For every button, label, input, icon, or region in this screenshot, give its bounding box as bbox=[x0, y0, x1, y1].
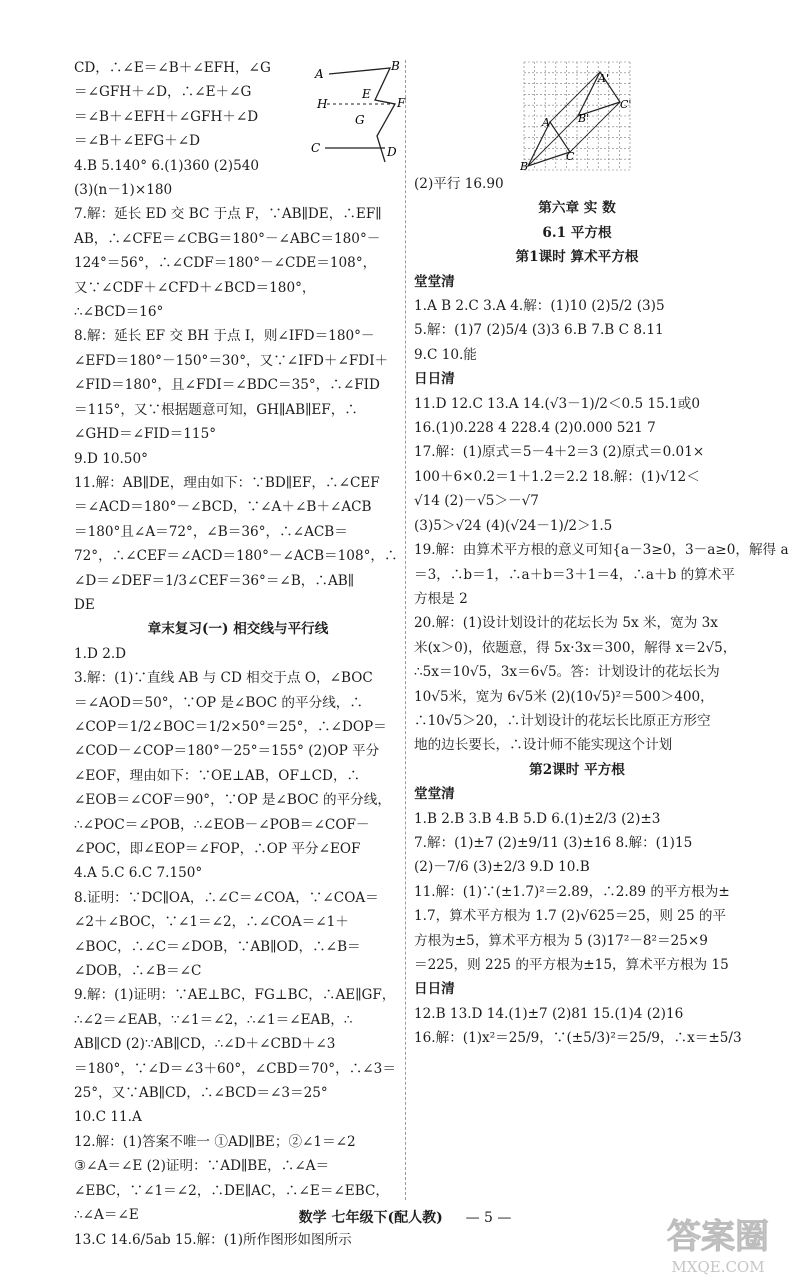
answer-line: ＝∠ACD＝180°－∠BCD，∵∠A＋∠B＋∠ACB bbox=[74, 499, 372, 516]
answer-line: 10.C 11.A bbox=[74, 1109, 142, 1126]
answer-line: ∴∠BCD＝16° bbox=[74, 304, 164, 321]
answer-line: 8.解：延长 EF 交 BH 于点 I，则∠IFD＝180°－ bbox=[74, 328, 375, 345]
answer-line: ∠BOC，∴∠C＝∠DOB，∵AB∥OD，∴∠B＝ bbox=[74, 938, 361, 955]
answer-line: 16.解：(1)x²＝25/9，∵(±5/3)²＝25/9，∴x＝±5/3 bbox=[414, 1030, 742, 1047]
label-h: H bbox=[317, 97, 328, 111]
answer-line: ∴10√5＞20，∴计划设计的花坛长比原正方形空 bbox=[414, 712, 711, 729]
answer-line: 124°＝56°，∴∠CDF＝180°－∠CDE＝108°， bbox=[74, 255, 377, 272]
answer-line: ∠COP＝1/2∠BOC＝1/2×50°＝25°，∴∠DOP＝ bbox=[74, 718, 387, 735]
section-heading: 6.1 平方根 bbox=[542, 224, 612, 241]
answer-line: ∠2＋∠BOC，∵∠1＝∠2，∴∠COA＝∠1＋ bbox=[74, 914, 349, 931]
answer-line: 11.解：(1)∵(±1.7)²＝2.89，∴2.89 的平方根为± bbox=[414, 883, 730, 900]
watermark-logo bbox=[648, 1208, 788, 1278]
left-column bbox=[74, 56, 402, 1252]
subsection-label: 堂堂清 bbox=[414, 273, 455, 290]
answer-line: ＝180°，∵∠D＝∠3＋60°，∠CBD＝70°，∴∠3＝ bbox=[74, 1060, 396, 1077]
label-c-prime: C' bbox=[620, 98, 632, 111]
subsection-label: 堂堂清 bbox=[414, 786, 455, 803]
answer-line: ∴∠2＝∠EAB，∵∠1＝∠2，∴∠1＝∠EAB，∴ bbox=[74, 1011, 353, 1028]
section-heading: 第六章 实 数 bbox=[538, 200, 616, 217]
answer-line: ∠EOB＝∠COF＝90°，∵OP 是∠BOC 的平分线， bbox=[74, 792, 391, 809]
answer-line: ∠GHD＝∠FID＝115° bbox=[74, 426, 217, 443]
answer-line: 11.D 12.C 13.A 14.(√3－1)/2＜0.5 15.1或0 bbox=[414, 395, 700, 412]
svg-text:MXQE.COM: MXQE.COM bbox=[671, 1258, 765, 1276]
section-heading: 第1课时 算术平方根 bbox=[515, 249, 639, 266]
subsection-label: 日日清 bbox=[414, 371, 455, 388]
answer-line: 11.解：AB∥DE，理由如下：∵BD∥EF，∴∠CEF bbox=[74, 474, 380, 491]
answer-line: 7.解：延长 ED 交 BC 于点 F，∵AB∥DE，∴EF∥ bbox=[74, 206, 382, 223]
answer-line: ∠D＝∠DEF＝1/3∠CEF＝36°＝∠B，∴AB∥ bbox=[74, 572, 355, 589]
answer-line: 25°，又∵AB∥CD，∴∠BCD＝∠3＝25° bbox=[74, 1085, 328, 1102]
label-a-prime: A' bbox=[598, 72, 609, 85]
column-divider bbox=[405, 60, 406, 1200]
label-b2: B bbox=[520, 160, 529, 172]
label-b: B bbox=[391, 59, 400, 73]
watermark-text: 答案圈 bbox=[667, 1217, 769, 1257]
answer-line: 72°，∴∠CEF＝∠ACD＝180°－∠ACB＝108°，∴ bbox=[74, 548, 398, 565]
answer-line: ＝∠AOD＝50°，∵OP 是∠BOC 的平分线，∴ bbox=[74, 694, 363, 711]
answer-line: DE bbox=[74, 596, 95, 613]
answer-line: ∠COD－∠COP＝180°－25°＝155° (2)OP 平分 bbox=[74, 743, 380, 760]
answer-line: ∠POC，即∠EOP＝∠FOP，∴OP 平分∠EOF bbox=[74, 841, 361, 857]
footer-page-number: — 5 — bbox=[465, 1210, 512, 1226]
answer-line: (3)5＞√24 (4)(√24－1)/2＞1.5 bbox=[414, 517, 613, 534]
answer-line: 20.解：(1)设计划设计的花坛长为 5x 米，宽为 3x bbox=[414, 615, 718, 632]
answer-line: ∠EFD＝180°－150°＝30°，又∵∠IFD＋∠FDI＋ bbox=[74, 352, 389, 369]
answer-line: ＝180°且∠A＝72°，∠B＝36°，∴∠ACB＝ bbox=[74, 523, 348, 540]
answer-line: (2)平行 16.90 bbox=[414, 176, 504, 192]
label-a2: A bbox=[542, 116, 550, 129]
answer-line: √14 (2)－√5＞－√7 bbox=[414, 493, 539, 510]
answer-line: 17.解：(1)原式＝5－4＋2＝3 (2)原式＝0.01× bbox=[414, 444, 705, 461]
answer-line: 100＋6×0.2＝1＋1.2＝2.2 18.解：(1)√12＜ bbox=[414, 468, 700, 485]
answer-line: ＝115°，又∵根据题意可知，GH∥AB∥EF，∴ bbox=[74, 401, 358, 418]
answer-line: 1.A B 2.C 3.A 4.解：(1)10 (2)5/2 (3)5 bbox=[414, 298, 665, 315]
answer-line: 7.解：(1)±7 (2)±9/11 (3)±16 8.解：(1)15 bbox=[414, 834, 693, 851]
answer-line: ＝225，则 225 的平方根为±15，算术平方根为 15 bbox=[414, 957, 729, 973]
answer-line: 10√5米，宽为 6√5米 (2)(10√5)²＝500＞400， bbox=[414, 688, 714, 705]
answer-line: 19.解：由算术平方根的意义可知{a－3≥0，3－a≥0，解得 a bbox=[414, 542, 789, 559]
answer-line: 又∵∠CDF＋∠CFD＋∠BCD＝180°， bbox=[74, 279, 316, 296]
answer-line: 3.解：(1)∵直线 AB 与 CD 相交于点 O，∠BOC bbox=[74, 670, 373, 687]
label-a: A bbox=[315, 67, 324, 81]
translate-a bbox=[550, 72, 600, 122]
answer-line: 13.C 14.6/5ab 15.解：(1)所作图形如图所示 bbox=[74, 1231, 352, 1248]
section-heading: 第2课时 平方根 bbox=[529, 761, 625, 778]
answer-line: 4.A 5.C 6.C 7.150° bbox=[74, 865, 203, 882]
answer-line: 12.解：(1)答案不唯一 ①AD∥BE；②∠1＝∠2 bbox=[74, 1133, 356, 1150]
right-column bbox=[414, 172, 789, 1051]
label-c: C bbox=[311, 141, 321, 155]
answer-line: (3)(n－1)×180 bbox=[74, 182, 173, 199]
answer-line: ∠DOB，∴∠B＝∠C bbox=[74, 963, 202, 980]
answer-line: 9.C 10.能 bbox=[414, 346, 477, 363]
answer-line: AB，∴∠CFE＝∠CBG＝180°－∠ABC＝180°－ bbox=[74, 230, 381, 247]
answer-line: ∠FID＝180°，且∠FDI＝∠BDC＝35°，∴∠FID bbox=[74, 377, 380, 394]
answer-line: ∴5x＝10√5，3x＝6√5。答：计划设计的花坛长为 bbox=[414, 664, 720, 681]
answer-line: 1.D 2.D bbox=[74, 645, 127, 662]
label-f: F bbox=[397, 96, 406, 110]
answer-line: ∠EOF，理由如下：∵OE⊥AB，OF⊥CD，∴ bbox=[74, 767, 361, 784]
answer-line: ③∠A＝∠E (2)证明：∵AD∥BE，∴∠A＝ bbox=[74, 1158, 330, 1175]
answer-line: 1.7，算术平方根为 1.7 (2)√625＝25，则 25 的平 bbox=[414, 908, 727, 925]
answer-line: AB∥CD (2)∵AB∥CD，∴∠D＋∠CBD＋∠3 bbox=[74, 1036, 336, 1053]
answer-line: CD，∴∠E＝∠B＋∠EFH，∠G bbox=[74, 60, 271, 76]
answer-line: ＝3，∴b＝1，∴a＋b＝3＋1＝4，∴a＋b 的算术平 bbox=[414, 566, 735, 583]
label-e: E bbox=[362, 87, 371, 101]
answer-line: 地的边长要长，∴设计师不能实现这个计划 bbox=[414, 737, 673, 754]
answer-line: ∴∠A＝∠E bbox=[74, 1207, 139, 1224]
answer-line: 12.B 13.D 14.(1)±7 (2)81 15.(1)4 (2)16 bbox=[414, 1005, 684, 1022]
answer-line: 方根为±5，算术平方根为 5 (3)17²－8²＝25×9 bbox=[414, 932, 708, 949]
label-g: G bbox=[355, 113, 365, 127]
answer-line: 方根是 2 bbox=[414, 590, 468, 607]
answer-line: 9.D 10.50° bbox=[74, 450, 148, 467]
answer-line: 5.解：(1)7 (2)5/4 (3)3 6.B 7.B C 8.11 bbox=[414, 322, 664, 339]
label-c2: C bbox=[566, 150, 575, 163]
answer-line: 4.B 5.140° 6.(1)360 (2)540 bbox=[74, 157, 260, 174]
answer-line: 9.解：(1)证明：∵AE⊥BC，FG⊥BC，∴AE∥GF， bbox=[74, 987, 396, 1004]
label-d: D bbox=[387, 145, 397, 159]
answer-line: ∴∠POC＝∠POB，∴∠EOB－∠POB＝∠COF－ bbox=[74, 816, 370, 833]
answer-line: (2)－7/6 (3)±2/3 9.D 10.B bbox=[414, 859, 590, 876]
subsection-label: 日日清 bbox=[414, 981, 455, 998]
answer-line: 16.(1)0.228 4 228.4 (2)0.000 521 7 bbox=[414, 420, 656, 437]
answer-line: 1.B 2.B 3.B 4.B 5.D 6.(1)±2/3 (2)±3 bbox=[414, 810, 661, 827]
answer-line: 8.证明：∵DC∥OA，∴∠C＝∠COA，∵∠COA＝ bbox=[74, 889, 379, 906]
answer-line: 米(x＞0)，依题意，得 5x·3x＝300，解得 x＝2√5， bbox=[414, 639, 737, 656]
footer-subject: 数学 七年级下(配人教) bbox=[298, 1210, 443, 1226]
answer-line: ＝∠B＋∠EFG＋∠D bbox=[74, 133, 201, 150]
section-heading: 章末复习(一) 相交线与平行线 bbox=[147, 621, 329, 638]
label-b-prime: B' bbox=[578, 112, 590, 125]
answer-line: ＝∠GFH＋∠D，∴∠E＋∠G bbox=[74, 84, 252, 101]
answer-line: ＝∠B＋∠EFH＋∠GFH＋∠D bbox=[74, 108, 259, 125]
grid-figure bbox=[520, 60, 636, 172]
answer-line: ∠EBC，∵∠1＝∠2，∴DE∥AC，∴∠E＝∠EBC， bbox=[74, 1182, 389, 1199]
